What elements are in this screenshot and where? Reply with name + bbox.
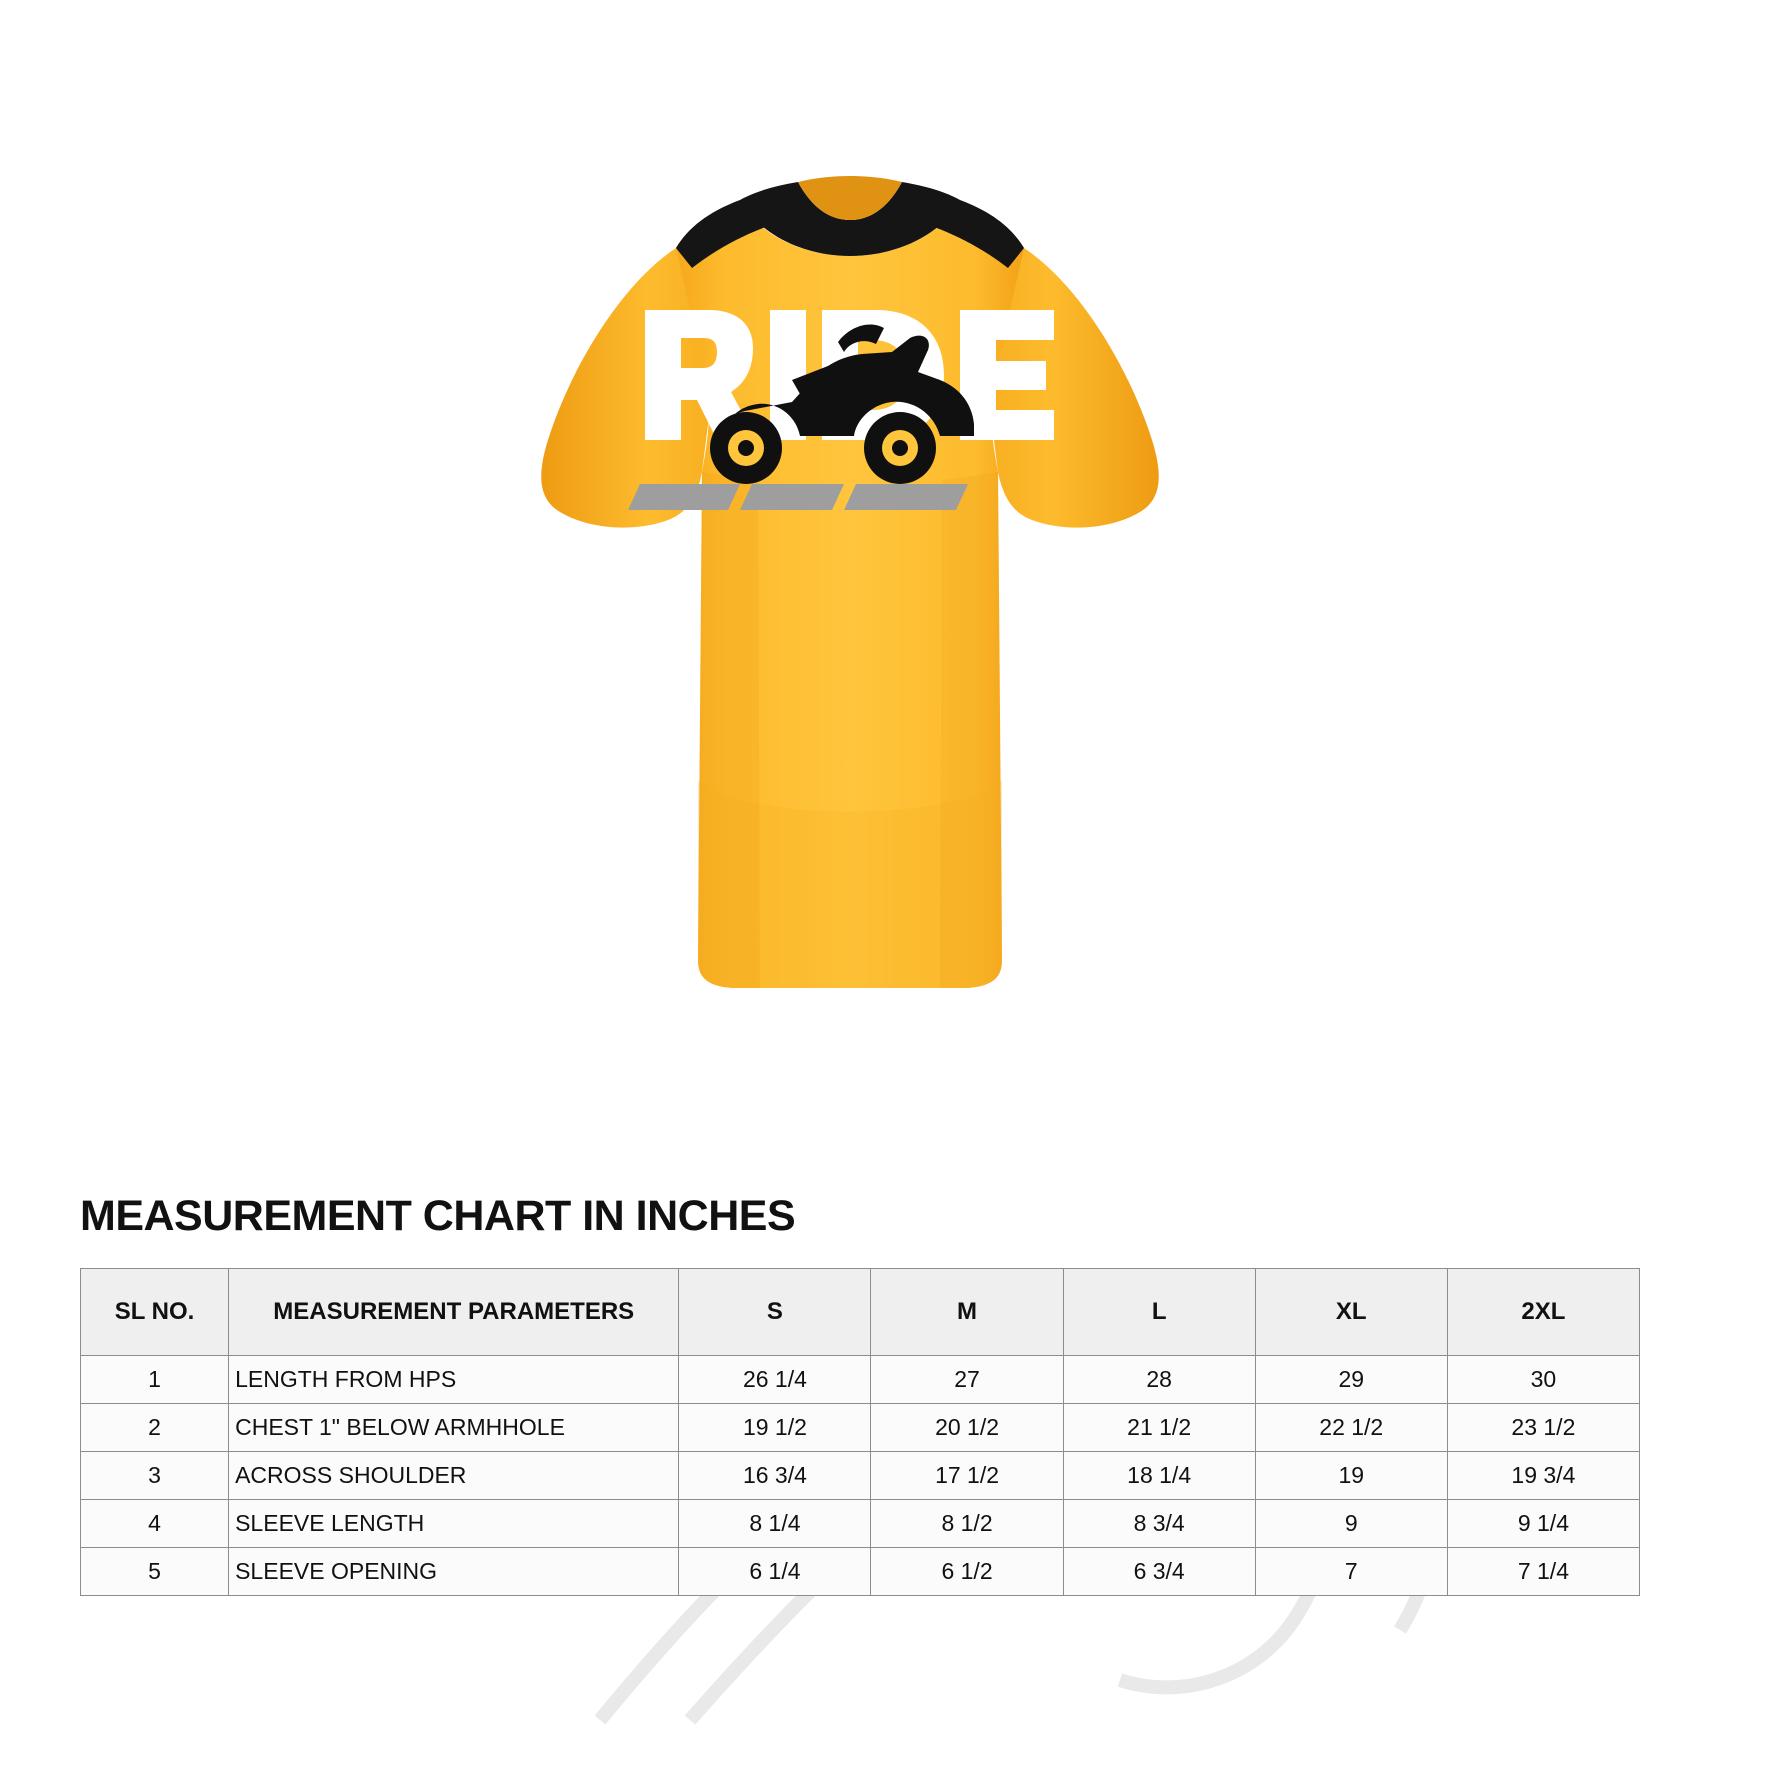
cell-sl: 2 [81, 1404, 229, 1452]
tshirt-illustration [440, 80, 1260, 1000]
page-title: MEASUREMENT CHART IN INCHES [80, 1192, 796, 1240]
column-header-parameters: MEASUREMENT PARAMETERS [229, 1269, 679, 1356]
cell-2xl: 30 [1447, 1356, 1639, 1404]
cell-l: 21 1/2 [1063, 1404, 1255, 1452]
cell-m: 6 1/2 [871, 1548, 1063, 1596]
size-chart-table [80, 1268, 1640, 1596]
cell-l: 28 [1063, 1356, 1255, 1404]
cell-xl: 7 [1255, 1548, 1447, 1596]
cell-s: 16 3/4 [679, 1452, 871, 1500]
cell-sl: 3 [81, 1452, 229, 1500]
table-row [81, 1356, 1640, 1404]
table-row [81, 1404, 1640, 1452]
cell-xl: 29 [1255, 1356, 1447, 1404]
cell-parameter: LENGTH FROM HPS [229, 1356, 679, 1404]
cell-l: 18 1/4 [1063, 1452, 1255, 1500]
column-header-2xl: 2XL [1447, 1269, 1639, 1356]
cell-2xl: 19 3/4 [1447, 1452, 1639, 1500]
cell-sl: 5 [81, 1548, 229, 1596]
cell-m: 17 1/2 [871, 1452, 1063, 1500]
cell-parameter: CHEST 1" BELOW ARMHHOLE [229, 1404, 679, 1452]
table-row [81, 1500, 1640, 1548]
cell-l: 6 3/4 [1063, 1548, 1255, 1596]
cell-2xl: 23 1/2 [1447, 1404, 1639, 1452]
cell-sl: 1 [81, 1356, 229, 1404]
cell-parameter: SLEEVE LENGTH [229, 1500, 679, 1548]
cell-sl: 4 [81, 1500, 229, 1548]
cell-s: 26 1/4 [679, 1356, 871, 1404]
cell-s: 8 1/4 [679, 1500, 871, 1548]
cell-xl: 19 [1255, 1452, 1447, 1500]
cell-xl: 9 [1255, 1500, 1447, 1548]
cell-l: 8 3/4 [1063, 1500, 1255, 1548]
table-row [81, 1452, 1640, 1500]
cell-m: 27 [871, 1356, 1063, 1404]
table-row [81, 1548, 1640, 1596]
tshirt-mockup [440, 80, 1260, 1000]
cell-m: 20 1/2 [871, 1404, 1063, 1452]
column-header-s: S [679, 1269, 871, 1356]
cell-s: 19 1/2 [679, 1404, 871, 1452]
column-header-l: L [1063, 1269, 1255, 1356]
column-header-m: M [871, 1269, 1063, 1356]
cell-2xl: 9 1/4 [1447, 1500, 1639, 1548]
column-header-sl-no: SL NO. [81, 1269, 229, 1356]
cell-xl: 22 1/2 [1255, 1404, 1447, 1452]
size-chart-container [80, 1268, 1640, 1596]
table-header-row [81, 1269, 1640, 1356]
cell-m: 8 1/2 [871, 1500, 1063, 1548]
cell-parameter: SLEEVE OPENING [229, 1548, 679, 1596]
speed-stripe-icon [628, 484, 968, 510]
cell-2xl: 7 1/4 [1447, 1548, 1639, 1596]
cell-parameter: ACROSS SHOULDER [229, 1452, 679, 1500]
cell-s: 6 1/4 [679, 1548, 871, 1596]
column-header-xl: XL [1255, 1269, 1447, 1356]
